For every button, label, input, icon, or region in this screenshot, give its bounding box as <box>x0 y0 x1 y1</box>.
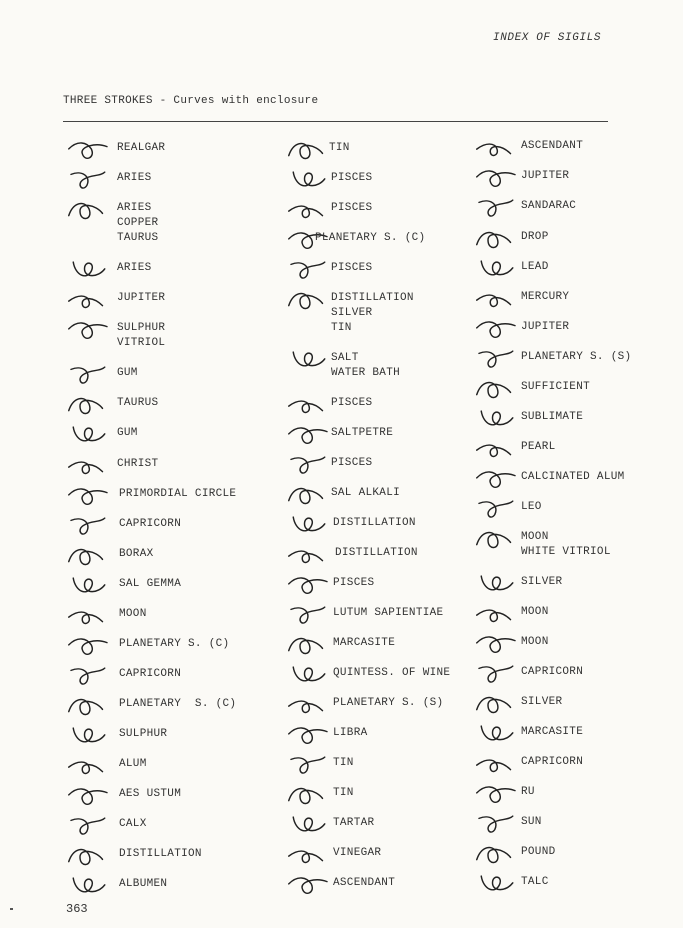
sigil-label: QUINTESS. OF WINE <box>333 667 451 679</box>
sigil-label: LUTUM SAPIENTIAE <box>333 607 444 619</box>
sigil-label: LEAD <box>521 261 549 273</box>
sigil-label: SULPHUR <box>119 728 168 740</box>
sigil-glyph-icon <box>282 720 336 750</box>
sigil-glyph-icon <box>470 869 524 899</box>
sigil-label: PLANETARY S. (C) <box>119 698 237 710</box>
sigil-glyph-icon <box>62 871 116 901</box>
sigil-label: DISTILLATION SILVER TIN <box>331 292 414 334</box>
sigil-glyph-icon <box>282 285 336 315</box>
sigil-glyph-icon <box>282 660 336 690</box>
sigil-glyph-icon <box>282 510 336 540</box>
sigil-glyph-icon <box>62 285 116 315</box>
sigil-glyph-icon <box>62 541 116 571</box>
sigil-glyph-icon <box>62 481 116 511</box>
sigil-glyph-icon <box>470 569 524 599</box>
sigil-label: MOON <box>521 606 549 618</box>
sigil-glyph-icon <box>282 135 336 165</box>
sigil-label: PISCES <box>331 397 373 409</box>
sigil-label: SUN <box>521 816 542 828</box>
sigil-glyph-icon <box>470 749 524 779</box>
sigil-label: ARIES <box>117 262 152 274</box>
sigil-glyph-icon <box>62 360 116 390</box>
sigil-glyph-icon <box>282 630 336 660</box>
sigil-glyph-icon <box>470 659 524 689</box>
sigil-label: ALUM <box>119 758 147 770</box>
sigil-label: CALCINATED ALUM <box>521 471 625 483</box>
sigil-glyph-icon <box>470 839 524 869</box>
sigil-label: DISTILLATION <box>335 547 418 559</box>
sigil-label: CAPRICORN <box>521 756 584 768</box>
sigil-label: CAPRICORN <box>119 668 182 680</box>
sigil-label: POUND <box>521 846 556 858</box>
sigil-glyph-icon <box>470 719 524 749</box>
sigil-glyph-icon <box>282 450 336 480</box>
sigil-label: MERCURY <box>521 291 570 303</box>
sigil-label: LIBRA <box>333 727 368 739</box>
sigil-glyph-icon <box>282 195 336 225</box>
sigil-glyph-icon <box>62 165 116 195</box>
sigil-label: DISTILLATION <box>333 517 416 529</box>
sigil-label: CALX <box>119 818 147 830</box>
sigil-label: SULPHUR VITRIOL <box>117 322 166 349</box>
sigil-glyph-icon <box>62 691 116 721</box>
sigil-label: ASCENDANT <box>521 140 584 152</box>
sigil-glyph-icon <box>62 451 116 481</box>
sigil-label: MOON WHITE VITRIOL <box>521 531 611 558</box>
sigil-label: SILVER <box>521 576 563 588</box>
sigil-glyph-icon <box>470 224 524 254</box>
sigil-label: RU <box>521 786 535 798</box>
section-divider <box>63 121 608 122</box>
sigil-label: SAL GEMMA <box>119 578 182 590</box>
sigil-glyph-icon <box>470 404 524 434</box>
sigil-label: DROP <box>521 231 549 243</box>
sigil-glyph-icon <box>470 629 524 659</box>
sigil-label: AES USTUM <box>119 788 182 800</box>
sigil-label: PISCES <box>331 262 373 274</box>
sigil-label: ARIES COPPER TAURUS <box>117 202 159 244</box>
sigil-glyph-icon <box>62 195 116 225</box>
sigil-glyph-icon <box>62 135 116 165</box>
sigil-label: BORAX <box>119 548 154 560</box>
sigil-glyph-icon <box>282 780 336 810</box>
sigil-glyph-icon <box>470 344 524 374</box>
sigil-glyph-icon <box>62 781 116 811</box>
sigil-glyph-icon <box>62 841 116 871</box>
sigil-glyph-icon <box>62 255 116 285</box>
sigil-glyph-icon <box>282 840 336 870</box>
sigil-label: PLANETARY S. (S) <box>521 351 632 363</box>
sigil-label: SUBLIMATE <box>521 411 584 423</box>
sigil-glyph-icon <box>470 524 524 554</box>
sigil-glyph-icon <box>282 420 336 450</box>
sigil-glyph-icon <box>282 750 336 780</box>
sigil-glyph-icon <box>282 570 336 600</box>
sigil-glyph-icon <box>470 689 524 719</box>
sigil-glyph-icon <box>62 315 116 345</box>
sigil-label: PLANETARY S. (C) <box>315 232 426 244</box>
sigil-label: TALC <box>521 876 549 888</box>
sigil-glyph-icon <box>282 870 336 900</box>
sigil-glyph-icon <box>282 480 336 510</box>
sigil-label: TAURUS <box>117 397 159 409</box>
sigil-label: TARTAR <box>333 817 375 829</box>
page-number: 363 <box>66 902 88 916</box>
sigil-label: ASCENDANT <box>333 877 396 889</box>
sigil-label: SALTPETRE <box>331 427 394 439</box>
sigil-label: PISCES <box>331 202 373 214</box>
sigil-label: TIN <box>333 757 354 769</box>
sigil-glyph-icon <box>470 434 524 464</box>
sigil-label: PLANETARY S. (S) <box>333 697 444 709</box>
sigil-glyph-icon <box>62 511 116 541</box>
sigil-glyph-icon <box>470 254 524 284</box>
section-title: THREE STROKES - Curves with enclosure <box>63 95 319 107</box>
sigil-label: DISTILLATION <box>119 848 202 860</box>
sigil-label: PISCES <box>331 172 373 184</box>
sigil-glyph-icon <box>282 810 336 840</box>
sigil-glyph-icon <box>470 284 524 314</box>
sigil-glyph-icon <box>470 163 524 193</box>
sigil-label: JUPITER <box>521 321 570 333</box>
sigil-label: PRIMORDIAL CIRCLE <box>119 488 237 500</box>
sigil-label: MOON <box>119 608 147 620</box>
sigil-glyph-icon <box>62 390 116 420</box>
sigil-glyph-icon <box>282 690 336 720</box>
sigil-label: CAPRICORN <box>119 518 182 530</box>
sigil-glyph-icon <box>470 599 524 629</box>
sigil-label: PEARL <box>521 441 556 453</box>
sigil-label: PISCES <box>331 457 373 469</box>
sigil-label: VINEGAR <box>333 847 382 859</box>
sigil-glyph-icon <box>62 751 116 781</box>
sigil-label: MARCASITE <box>521 726 584 738</box>
sigil-label: SALT WATER BATH <box>331 352 401 379</box>
sigil-glyph-icon <box>62 601 116 631</box>
sigil-label: SANDARAC <box>521 200 577 212</box>
sigil-glyph-icon <box>282 600 336 630</box>
sigil-label: JUPITER <box>521 170 570 182</box>
sigil-label: GUM <box>117 367 138 379</box>
sigil-glyph-icon <box>282 345 336 375</box>
sigil-glyph-icon <box>470 809 524 839</box>
sigil-label: SILVER <box>521 696 563 708</box>
sigil-label: TIN <box>329 142 350 154</box>
sigil-label: ARIES <box>117 172 152 184</box>
sigil-label: JUPITER <box>117 292 166 304</box>
sigil-label: MARCASITE <box>333 637 396 649</box>
sigil-label: CHRIST <box>117 458 159 470</box>
sigil-glyph-icon <box>470 779 524 809</box>
sigil-glyph-icon <box>470 374 524 404</box>
sigil-glyph-icon <box>62 721 116 751</box>
sigil-glyph-icon <box>470 464 524 494</box>
sigil-label: PLANETARY S. (C) <box>119 638 230 650</box>
sigil-label: SAL ALKALI <box>331 487 401 499</box>
sigil-glyph-icon <box>62 661 116 691</box>
sigil-glyph-icon <box>62 631 116 661</box>
sigil-glyph-icon <box>470 193 524 223</box>
sigil-label: GUM <box>117 427 138 439</box>
sigil-label: MOON <box>521 636 549 648</box>
sigil-glyph-icon <box>282 390 336 420</box>
sigil-glyph-icon <box>282 540 336 570</box>
sigil-glyph-icon <box>282 255 336 285</box>
sigil-glyph-icon <box>470 133 524 163</box>
sigil-label: ALBUMEN <box>119 878 168 890</box>
sigil-label: REALGAR <box>117 142 166 154</box>
sigil-glyph-icon <box>470 494 524 524</box>
sigil-label: CAPRICORN <box>521 666 584 678</box>
sigil-glyph-icon <box>282 165 336 195</box>
sigil-glyph-icon <box>62 811 116 841</box>
sigil-label: SUFFICIENT <box>521 381 591 393</box>
running-header: INDEX OF SIGILS <box>493 32 602 44</box>
sigil-label: TIN <box>333 787 354 799</box>
sigil-label: PISCES <box>333 577 375 589</box>
sigil-label: LEO <box>521 501 542 513</box>
sigil-glyph-icon <box>62 420 116 450</box>
margin-mark <box>10 908 13 910</box>
sigil-glyph-icon <box>62 571 116 601</box>
sigil-glyph-icon <box>470 314 524 344</box>
